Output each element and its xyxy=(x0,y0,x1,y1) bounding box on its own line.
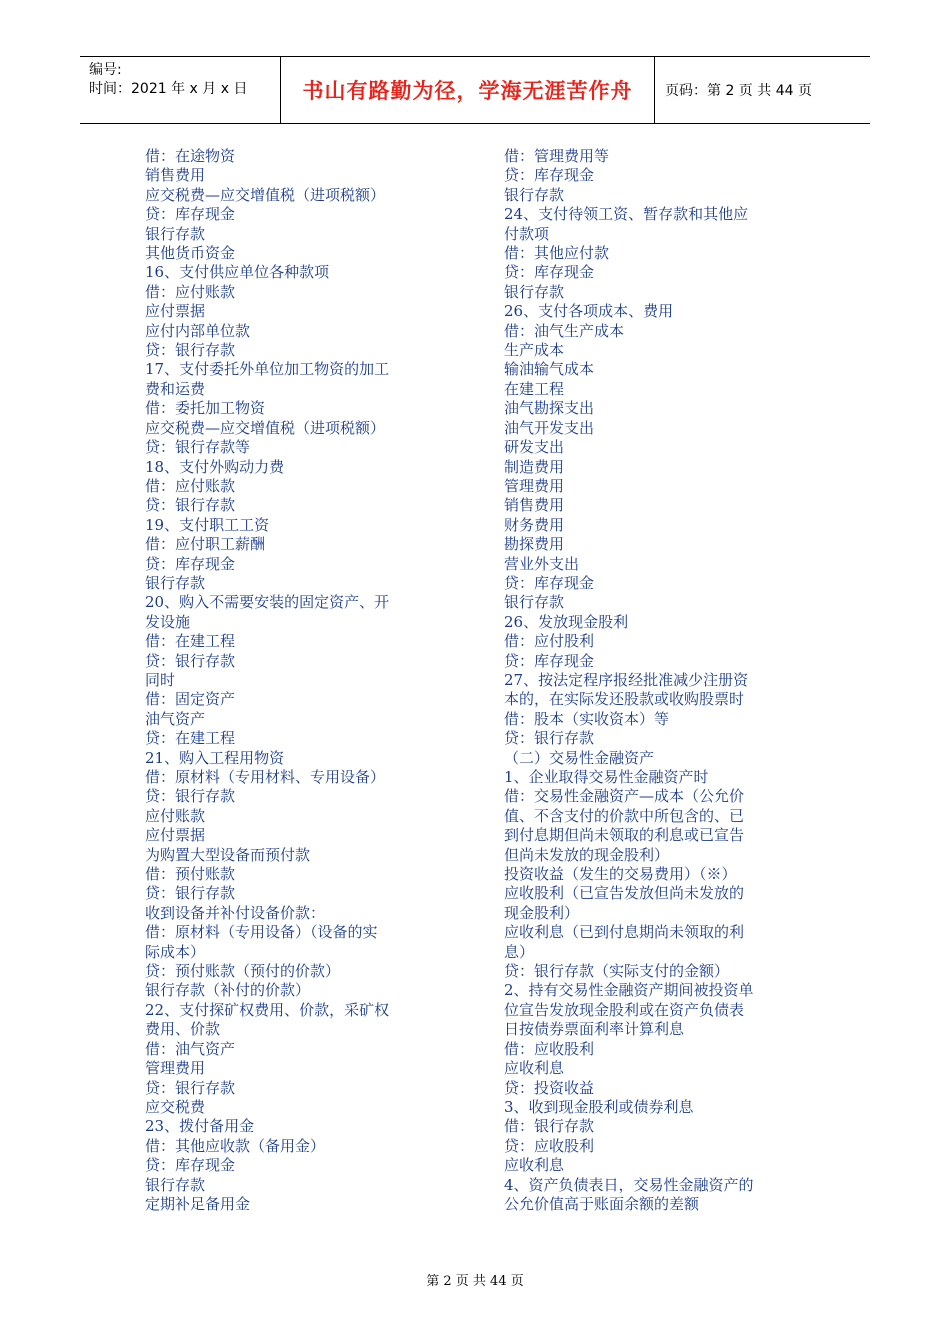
text-line: 22、支付探矿权费用、价款，采矿权 xyxy=(145,1000,390,1019)
text-line: 销售费用 xyxy=(504,496,565,515)
text-line: 制造费用 xyxy=(504,457,565,476)
text-line: 位宣告发放现金股利或在资产负债表 xyxy=(504,1000,745,1019)
text-line: 借：油气资产 xyxy=(145,1039,236,1058)
text-line: 应收利息 xyxy=(504,1156,565,1175)
text-line: 借：预付账款 xyxy=(145,865,236,884)
text-line: 2、持有交易性金融资产期间被投资单 xyxy=(504,981,754,1000)
text-line: （二）交易性金融资产 xyxy=(504,748,655,767)
text-line: 应交税费—应交增值税（进项税额） xyxy=(145,185,386,204)
text-line: 输油输气成本 xyxy=(504,360,595,379)
text-line: 应交税费 xyxy=(145,1097,206,1116)
text-line: 借：其他应付款 xyxy=(504,244,610,263)
text-line: 为购置大型设备而预付款 xyxy=(145,845,311,864)
text-line: 17、支付委托外单位加工物资的加工 xyxy=(145,360,390,379)
text-line: 借：管理费用等 xyxy=(504,147,610,165)
header-page-cell xyxy=(655,57,870,123)
text-line: 日按债券票面利率计算利息 xyxy=(504,1020,685,1039)
text-line: 同时 xyxy=(145,670,176,689)
text-line: 费用、价款 xyxy=(145,1020,221,1039)
text-line: 但尚未发放的现金股利） xyxy=(504,845,670,864)
text-line: 贷：预付账款（预付的价款） xyxy=(145,962,341,981)
text-line: 管理费用 xyxy=(504,476,565,495)
text-line: 其他货币资金 xyxy=(145,244,236,263)
text-line: 费和运费 xyxy=(145,379,206,398)
text-line: 借：应付账款 xyxy=(145,282,236,301)
text-line: 银行存款（补付的价款） xyxy=(145,981,311,1000)
text-line: 借：原材料（专用材料、专用设备） xyxy=(145,768,386,786)
text-line: 借：固定资产 xyxy=(145,690,236,709)
document-number-label: 编号: xyxy=(89,62,122,78)
text-line: 借：银行存款 xyxy=(504,1117,595,1136)
text-line: 投资收益（发生的交易费用）（※） xyxy=(504,865,737,884)
text-line: 3、收到现金股利或债券利息 xyxy=(504,1097,694,1116)
text-line: 应收利息 xyxy=(504,1059,565,1078)
text-line: 银行存款 xyxy=(504,282,565,301)
text-line: 油气开发支出 xyxy=(504,418,595,437)
text-line: 借：油气生产成本 xyxy=(504,321,625,340)
text-line: 应收股利（已宣告发放但尚未发放的 xyxy=(504,884,745,903)
text-line: 4、资产负债表日，交易性金融资产的 xyxy=(504,1175,754,1194)
header-meta xyxy=(80,57,281,123)
document-date: 时间：2021 年 x 月 x 日 xyxy=(89,81,248,97)
text-line: 财务费用 xyxy=(504,515,565,534)
text-line: 借：在建工程 xyxy=(145,632,236,651)
text-line: 贷：银行存款 xyxy=(145,787,236,806)
right-text-column xyxy=(504,147,804,1214)
text-line: 贷：银行存款（实际支付的金额） xyxy=(504,962,730,981)
text-line: 值、不含支付的价款中所包含的、已 xyxy=(504,806,745,825)
text-line: 贷：投资收益 xyxy=(504,1078,595,1097)
text-line: 贷：库存现金 xyxy=(504,166,595,185)
text-line: 银行存款 xyxy=(145,224,206,243)
text-line: 贷：库存现金 xyxy=(145,554,236,573)
text-line: 20、购入不需要安装的固定资产、开 xyxy=(145,593,390,612)
text-line: 银行存款 xyxy=(145,1175,206,1194)
text-line: 应付票据 xyxy=(145,826,206,845)
text-line: 贷：在建工程 xyxy=(145,729,236,748)
text-line: 贷：库存现金 xyxy=(504,651,595,670)
header-page-number: 页码：第 2 页 共 44 页 xyxy=(665,83,812,99)
text-line: 借：应付股利 xyxy=(504,632,595,651)
text-line: 借：原材料（专用设备）（设备的实 xyxy=(145,923,378,942)
text-line: 发设施 xyxy=(145,612,191,631)
text-line: 在建工程 xyxy=(504,379,565,398)
text-line: 贷：银行存款 xyxy=(145,651,236,670)
text-line: 16、支付供应单位各种款项 xyxy=(145,263,330,282)
text-line: 生产成本 xyxy=(504,341,565,360)
text-line: 公允价值高于账面余额的差额 xyxy=(504,1194,700,1213)
text-line: 油气资产 xyxy=(145,709,206,728)
text-line: 借：委托加工物资 xyxy=(145,399,266,418)
text-line: 贷：银行存款 xyxy=(145,341,236,360)
text-line: 借：交易性金融资产—成本（公允价 xyxy=(504,787,745,806)
text-line: 26、发放现金股利 xyxy=(504,612,629,631)
text-line: 定期补足备用金 xyxy=(145,1194,251,1213)
text-line: 管理费用 xyxy=(145,1059,206,1078)
text-line: 贷：银行存款等 xyxy=(145,438,251,457)
text-line: 际成本） xyxy=(145,942,206,961)
text-line: 收到设备并补付设备价款： xyxy=(145,903,326,922)
text-line: 银行存款 xyxy=(504,593,565,612)
text-line: 24、支付待领工资、暂存款和其他应 xyxy=(504,205,749,224)
header-motto: 书山有路勤为径，学海无涯苦作舟 xyxy=(302,79,633,103)
text-line: 应付账款 xyxy=(145,806,206,825)
text-line: 贷：应收股利 xyxy=(504,1136,595,1155)
text-line: 借：在途物资 xyxy=(145,147,236,165)
text-line: 贷：库存现金 xyxy=(504,263,595,282)
text-line: 借：应收股利 xyxy=(504,1039,595,1058)
text-line: 应收利息（已到付息期尚未领取的利 xyxy=(504,923,745,942)
text-line: 贷：银行存款 xyxy=(145,1078,236,1097)
text-line: 贷：库存现金 xyxy=(145,1156,236,1175)
text-line: 银行存款 xyxy=(145,573,206,592)
text-line: 应付票据 xyxy=(145,302,206,321)
text-line: 1、企业取得交易性金融资产时 xyxy=(504,768,709,786)
page-footer: 第 2 页 共 44 页 xyxy=(426,1274,524,1289)
text-line: 借：股本（实收资本）等 xyxy=(504,709,670,728)
text-line: 研发支出 xyxy=(504,438,565,457)
text-line: 贷：银行存款 xyxy=(145,496,236,515)
text-line: 勘探费用 xyxy=(504,535,565,554)
text-line: 付款项 xyxy=(504,224,550,243)
text-line: 销售费用 xyxy=(145,166,206,185)
text-line: 贷：库存现金 xyxy=(145,205,236,224)
text-line: 18、支付外购动力费 xyxy=(145,457,285,476)
page-header xyxy=(80,56,870,124)
text-line: 贷：库存现金 xyxy=(504,573,595,592)
text-line: 21、购入工程用物资 xyxy=(145,748,285,767)
text-line: 贷：银行存款 xyxy=(504,729,595,748)
text-line: 应交税费—应交增值税（进项税额） xyxy=(145,418,386,437)
text-line: 26、支付各项成本、费用 xyxy=(504,302,674,321)
text-line: 银行存款 xyxy=(504,185,565,204)
text-line: 营业外支出 xyxy=(504,554,580,573)
text-line: 到付息期但尚未领取的利息或已宣告 xyxy=(504,826,745,845)
text-line: 19、支付职工工资 xyxy=(145,515,270,534)
text-line: 借：应付账款 xyxy=(145,476,236,495)
text-line: 27、按法定程序报经批准减少注册资 xyxy=(504,670,749,689)
header-motto-cell xyxy=(281,57,655,123)
left-text-column xyxy=(145,147,445,1214)
text-line: 23、拨付备用金 xyxy=(145,1117,255,1136)
text-line: 借：其他应收款（备用金） xyxy=(145,1136,326,1155)
text-line: 应付内部单位款 xyxy=(145,321,251,340)
text-line: 本的，在实际发还股款或收购股票时 xyxy=(504,690,745,709)
text-line: 贷：银行存款 xyxy=(145,884,236,903)
text-line: 油气勘探支出 xyxy=(504,399,595,418)
text-line: 息） xyxy=(504,942,535,961)
text-line: 借：应付职工薪酬 xyxy=(145,535,266,554)
text-line: 现金股利） xyxy=(504,903,580,922)
